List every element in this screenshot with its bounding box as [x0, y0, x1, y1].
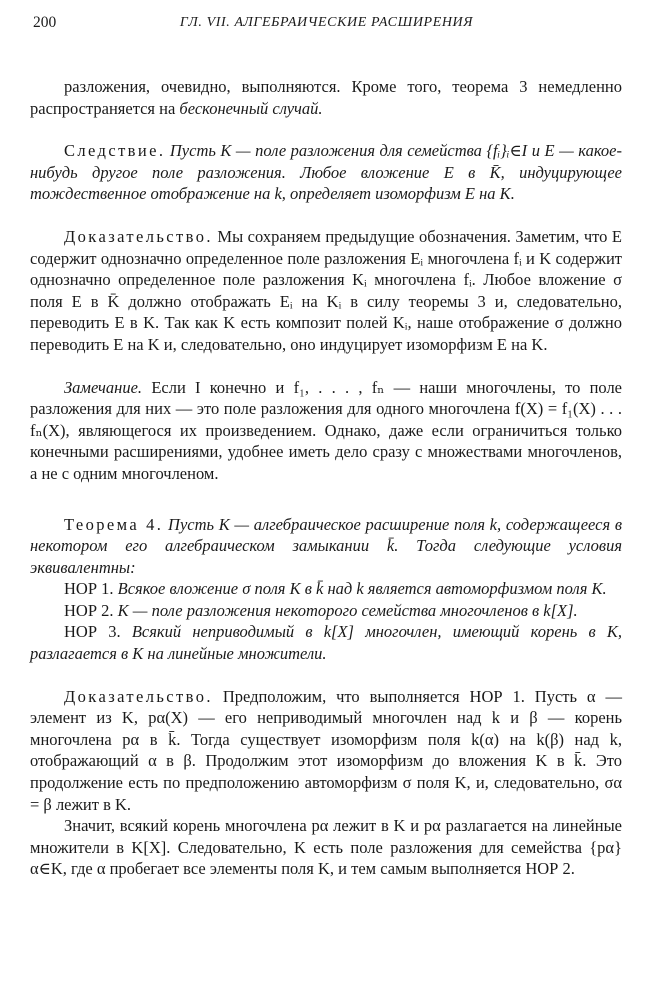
proof1-text: Мы сохраняем предыдущие обозначения. Заметим, что E содержит однозначно определенное поле разложения Eᵢ многочлена fᵢ и K содержит однозначно определенное поле разложения Kᵢ многочлена fᵢ. Любое вложение σ поля E в K̄ должно отображать Eᵢ на Kᵢ в силу теоремы 3 и, следовательно, переводить E в K. Так как K есть композит полей Kᵢ, наше отображение σ должно переводить E на K и, следовательно, оно индуцирует изоморфизм E на K. — [30, 226, 623, 354]
corollary-text: Пусть K — поле разложения для семейства {fᵢ}ᵢ∈I и E — какое-нибудь другое поле разложения. Любое вложение E в K̄, индуцирующее тождественное отображение на k, определяет изоморфизм E на K. — [30, 141, 622, 204]
intro-text: разложения, очевидно, выполняются. Кроме того, теорема 3 немедленно распространяется на — [30, 77, 622, 118]
proof2-text1: Предположим, что выполняется НОР 1. Пусть α — элемент из K, pα(X) — его неприводимый многочлен над k и β — корень многочлена pα в k̄. Тогда существует изоморфизм поля k(α) на k(β) над k, отображающий α в β. Продолжим этот изоморфизм до вложения K в k̄. Это продолжение есть по предположению автоморфизм σ поля K, и, следовательно, σα = β лежит в K. — [30, 686, 622, 814]
condition-1-text: Всякое вложение σ поля K в k̄ над k является автоморфизмом поля K. — [117, 579, 607, 599]
remark-paragraph — [30, 377, 622, 485]
condition-2-label: НОР 2. — [64, 600, 114, 620]
proof2-label: Доказательство. — [64, 686, 213, 706]
condition-1-label: НОР 1. — [64, 579, 114, 599]
proof2-paragraph — [30, 686, 622, 816]
proof2-text2: Значит, всякий корень многочлена pα лежит в K и pα разлагается на линейные множители в K[X]. Следовательно, K есть поле разложения для семейства {pα}α∈K, где α пробегает все элементы поля K, и тем самым выполняется НОР 2. — [30, 816, 622, 879]
condition-3-text: Всякий неприводимый в k[X] многочлен, имеющий корень в K, разлагается в K на линейные множители. — [30, 622, 622, 664]
remark-text: Если I конечно и f₁, . . . , fₙ — наши многочлены, то поле разложения для них — это поле разложения для одного многочлена f(X) = f₁(X) . . . fₙ(X), являющегося их произведением. Однако, даже если ограничиться только конечными расширениями, удобнее иметь дело сразу с множествами многочленов, а не с одним многочленом. — [30, 377, 623, 483]
theorem-paragraph — [30, 514, 622, 579]
condition-3-label: НОР 3. — [64, 622, 121, 642]
theorem-label: Теорема 4. — [64, 514, 164, 534]
corollary-paragraph — [30, 140, 622, 205]
intro-paragraph — [30, 76, 622, 119]
condition-1 — [30, 578, 622, 600]
proof1-paragraph — [30, 226, 622, 356]
intro-italic: бесконечный случай. — [179, 98, 323, 118]
condition-3 — [30, 621, 622, 664]
theorem-text: Пусть K — алгебраическое расширение поля k, содержащееся в некотором его алгебраическом замыкании k̄. Тогда следующие условия эквивалентны: — [30, 514, 623, 577]
condition-2 — [30, 600, 622, 622]
remark-label: Замечание. — [64, 377, 143, 397]
page-body — [30, 76, 622, 880]
proof2-paragraph-2 — [30, 815, 622, 880]
running-title: ГЛ. VII. АЛГЕБРАИЧЕСКИЕ РАСШИРЕНИЯ — [179, 15, 474, 30]
condition-2-text: K — поле разложения некоторого семейства многочленов в k[X]. — [117, 600, 578, 620]
page-number: 200 — [33, 14, 57, 31]
page-header — [33, 14, 620, 38]
proof1-label: Доказательство. — [64, 226, 213, 246]
corollary-label: Следствие. — [64, 141, 166, 161]
